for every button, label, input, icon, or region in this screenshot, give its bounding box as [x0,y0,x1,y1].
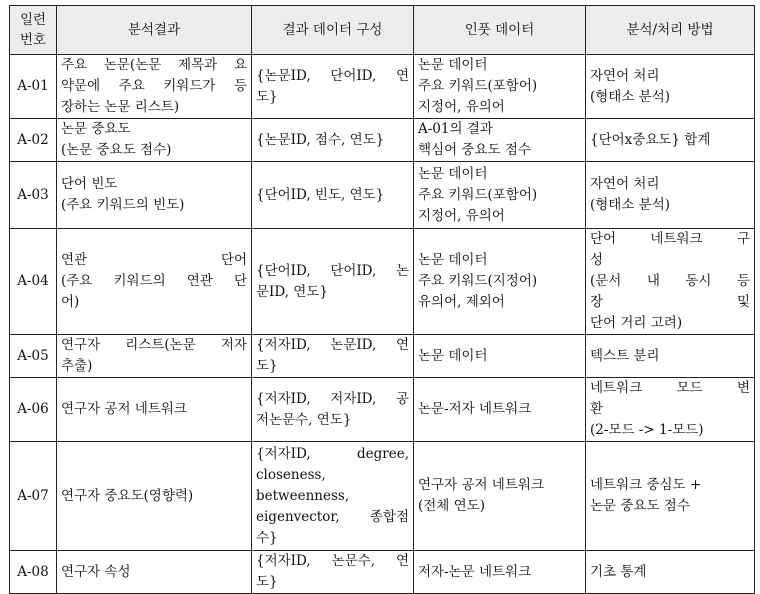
cell-line: 단어 네트워크 구 [590,231,750,247]
analysis-result-cell [57,335,252,378]
analysis-result-cell [57,442,252,551]
data-composition-cell [252,55,414,119]
table-body [10,55,755,594]
row-id: A-05 [10,335,57,378]
method-cell [586,442,755,551]
header-serial-number [10,6,57,55]
cell-line: 논문 데이터 [418,165,488,182]
method-cell [586,335,755,378]
table-row [10,162,755,229]
header-serial-line-1: 일련 [19,12,47,28]
table-row [10,378,755,442]
input-data-cell [414,335,586,378]
cell-line: (형태소 분석) [590,197,671,213]
cell-line: (주요 키워드의 연관 단 [61,273,247,289]
cell-line: (전체 연도) [418,498,485,514]
cell-line: 연관 단어 [61,252,247,268]
analysis-result-cell [57,229,252,335]
input-data-cell [414,162,586,229]
row-id: A-08 [10,551,57,594]
cell-line: 주요 키워드(지정어) [418,273,538,289]
cell-line: 논문 중요도 [61,121,131,137]
data-composition-cell [252,229,414,335]
analysis-result-cell [57,551,252,594]
cell-line: {단어ID, 빈도, 연도} [256,186,385,203]
data-composition-cell [252,335,414,378]
row-id: A-04 [10,229,57,335]
row-id: A-01 [10,55,57,119]
row-id: A-02 [10,119,57,162]
cell-line: 주요 키워드(포함어) [418,78,538,94]
cell-line: 문ID, 연도} [256,283,328,300]
cell-line: closeness, [256,466,326,483]
cell-line: eigenvector, 종합점 [256,508,409,525]
cell-line: 연구자 공저 네트워크 [61,401,187,417]
cell-line: 추출) [61,358,93,374]
table-row [10,442,755,551]
cell-line: (문서 내 동시 등 [590,273,750,289]
method-cell [586,119,755,162]
cell-line: (형태소 분석) [590,88,671,105]
cell-line: 연구자 리스트(논문 저자 [61,337,247,353]
cell-line: {논문ID, 단어ID, 연 [256,67,409,84]
cell-line: 수} [256,529,278,546]
method-cell [586,551,755,594]
cell-line: 논문 데이터 [418,252,488,268]
cell-line: 도} [256,574,278,590]
cell-line: 지정어, 유의어 [418,99,505,115]
cell-line: (주요 키워드의 빈도) [61,197,185,213]
cell-line: 논문 데이터 [418,347,488,364]
cell-line: 단어 거리 고려) [590,315,683,331]
cell-line: 환 [590,401,604,417]
cell-line: 저자-논문 네트워크 [418,563,532,580]
method-cell [586,378,755,442]
cell-line: 기초 통계 [590,563,647,580]
input-data-cell [414,55,586,119]
cell-line: {단어ID, 단어ID, 논 [256,262,409,279]
cell-line: 성 [590,252,604,268]
cell-line: A-01의 결과 [418,121,493,137]
table-row [10,119,755,162]
method-cell [586,229,755,335]
cell-line: {저자ID, 논문ID, 연 [256,337,409,353]
cell-line: 자연어 처리 [590,176,660,192]
cell-line: betweenness, [256,487,350,504]
cell-line: {저자ID, degree, [256,445,409,462]
cell-line: 어) [61,294,80,310]
table-row [10,551,755,594]
cell-line: 주요 논문(논문 제목과 요 [61,57,247,73]
analysis-result-cell [57,55,252,119]
row-id: A-07 [10,442,57,551]
row-id: A-03 [10,162,57,229]
data-composition-cell [252,442,414,551]
cell-line: 텍스트 분리 [590,347,660,364]
data-composition-cell [252,162,414,229]
cell-line: 장 및 [590,294,750,310]
header-analysis-method: 분석/처리 방법 [586,6,755,55]
cell-line: 핵심어 중요도 점수 [418,142,531,158]
cell-line: {논문ID, 점수, 연도} [256,131,385,148]
cell-line: (2-모드 -> 1-모드) [590,422,704,438]
cell-line: 네트워크 모드 변 [590,380,750,396]
cell-line: 도} [256,358,278,374]
analysis-result-cell [57,119,252,162]
cell-line: 자연어 처리 [590,67,660,84]
input-data-cell [414,442,586,551]
header-row [10,6,755,55]
table-row [10,229,755,335]
data-composition-cell [252,551,414,594]
data-composition-cell [252,378,414,442]
cell-line: {단어x중요도} 합계 [590,131,711,148]
data-composition-cell [252,119,414,162]
input-data-cell [414,551,586,594]
input-data-cell [414,119,586,162]
header-analysis-result: 분석결과 [57,6,252,55]
cell-line: 연구자 속성 [61,563,131,580]
input-data-cell [414,378,586,442]
cell-line: 주요 키워드(포함어) [418,186,538,203]
cell-line: 논문-저자 네트워크 [418,401,532,417]
cell-line: {저자ID, 논문수, 연 [256,553,409,569]
header-result-data-composition: 결과 데이터 구성 [252,6,414,55]
header-input-data: 인풋 데이터 [414,6,586,55]
cell-line: 저논문수, 연도} [256,411,352,428]
cell-line: 연구자 공저 네트워크 [418,477,544,493]
cell-line: 연구자 중요도(영향력) [61,487,194,504]
row-id: A-06 [10,378,57,442]
table-row [10,335,755,378]
cell-line: 도} [256,88,278,105]
cell-line: 약문에 주요 키워드가 등 [61,78,247,94]
cell-line: 논문 중요도 점수 [590,498,690,514]
analysis-result-cell [57,378,252,442]
cell-line: 유의어, 제외어 [418,294,505,310]
cell-line: 논문 데이터 [418,57,488,73]
method-cell [586,55,755,119]
cell-line: {저자ID, 저자ID, 공 [256,390,409,407]
table-row [10,55,755,119]
cell-line: 장하는 논문 리스트) [61,99,180,115]
analysis-table [9,5,755,594]
method-cell [586,162,755,229]
header-serial-line-2: 번호 [19,32,47,48]
cell-line: 단어 빈도 [61,176,118,192]
analysis-result-cell [57,162,252,229]
input-data-cell [414,229,586,335]
cell-line: 지정어, 유의어 [418,207,505,224]
cell-line: 네트워크 중심도 + [590,477,702,493]
cell-line: (논문 중요도 점수) [61,142,172,158]
